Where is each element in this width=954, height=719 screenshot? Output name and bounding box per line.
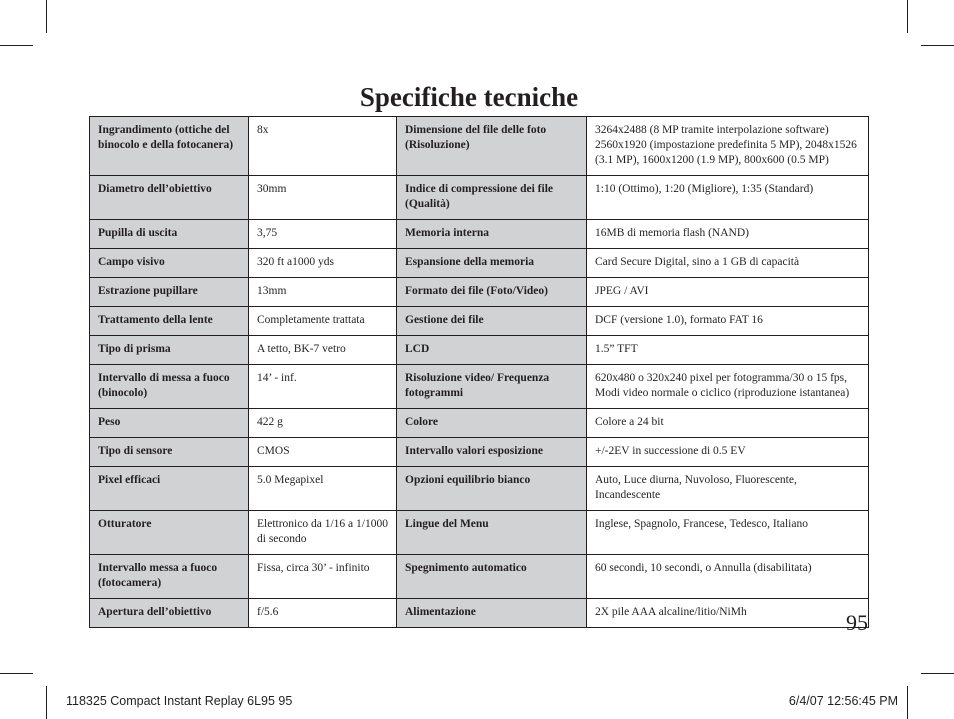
spec-label: Trattamento della lente	[90, 307, 249, 336]
table-row	[90, 438, 869, 467]
table-row	[90, 409, 869, 438]
table-row	[90, 249, 869, 278]
spec-label: Opzioni equilibrio bianco	[397, 467, 587, 511]
spec-label: Memoria interna	[397, 220, 587, 249]
spec-label: Intervallo di messa a fuoco (binocolo)	[90, 365, 249, 409]
spec-label: Diametro dell’obiettivo	[90, 176, 249, 220]
spec-label: Colore	[397, 409, 587, 438]
spec-label: Campo visivo	[90, 249, 249, 278]
spec-value: 1:10 (Ottimo), 1:20 (Migliore), 1:35 (Standard)	[587, 176, 869, 220]
spec-value: 16MB di memoria flash (NAND)	[587, 220, 869, 249]
spec-value: 60 secondi, 10 secondi, o Annulla (disabilitata)	[587, 555, 869, 599]
spec-label: Indice di compressione dei file (Qualità)	[397, 176, 587, 220]
spec-label: Apertura dell’obiettivo	[90, 599, 249, 628]
spec-value: 3,75	[249, 220, 397, 249]
crop-mark	[46, 686, 47, 719]
spec-value: f/5.6	[249, 599, 397, 628]
crop-mark	[907, 686, 908, 719]
table-row	[90, 278, 869, 307]
crop-mark	[921, 45, 954, 46]
crop-mark	[907, 0, 908, 33]
table-row	[90, 365, 869, 409]
spec-value: 620x480 o 320x240 pixel per fotogramma/30 o 15 fps, Modi video normale o ciclico (riproduzione istantanea)	[587, 365, 869, 409]
spec-value: Inglese, Spagnolo, Francese, Tedesco, Italiano	[587, 511, 869, 555]
spec-value: Fissa, circa 30’ - infinito	[249, 555, 397, 599]
crop-mark	[0, 673, 33, 674]
spec-label: Estrazione pupillare	[90, 278, 249, 307]
table-row	[90, 555, 869, 599]
spec-label: Alimentazione	[397, 599, 587, 628]
spec-label: Risoluzione video/ Frequenza fotogrammi	[397, 365, 587, 409]
specs-table	[89, 116, 869, 628]
table-row	[90, 117, 869, 176]
spec-label: Dimensione del file delle foto (Risoluzione)	[397, 117, 587, 176]
spec-label: Pixel efficaci	[90, 467, 249, 511]
table-row	[90, 467, 869, 511]
spec-value: +/-2EV in successione di 0.5 EV	[587, 438, 869, 467]
spec-value: 2X pile AAA alcaline/litio/NiMh	[587, 599, 869, 628]
spec-value: Colore a 24 bit	[587, 409, 869, 438]
spec-label: Peso	[90, 409, 249, 438]
spec-value: Completamente trattata	[249, 307, 397, 336]
spec-value: 14’ - inf.	[249, 365, 397, 409]
spec-label: Intervallo messa a fuoco (fotocamera)	[90, 555, 249, 599]
spec-label: Espansione della memoria	[397, 249, 587, 278]
table-row	[90, 511, 869, 555]
crop-mark	[921, 673, 954, 674]
page-title: Specifiche tecniche	[359, 82, 579, 112]
spec-label: Ingrandimento (ottiche del binocolo e della fotocanera)	[90, 117, 249, 176]
spec-value: 13mm	[249, 278, 397, 307]
spec-value: Elettronico da 1/16 a 1/1000 di secondo	[249, 511, 397, 555]
spec-label: Otturatore	[90, 511, 249, 555]
spec-label: Gestione dei file	[397, 307, 587, 336]
spec-value: 5.0 Megapixel	[249, 467, 397, 511]
table-row	[90, 336, 869, 365]
spec-value: 1.5” TFT	[587, 336, 869, 365]
table-row	[90, 220, 869, 249]
footer-right: 6/4/07 12:56:45 PM	[788, 694, 898, 708]
spec-value: DCF (versione 1.0), formato FAT 16	[587, 307, 869, 336]
spec-value: Card Secure Digital, sino a 1 GB di capacità	[587, 249, 869, 278]
spec-value: CMOS	[249, 438, 397, 467]
spec-value: A tetto, BK-7 vetro	[249, 336, 397, 365]
spec-value: Auto, Luce diurna, Nuvoloso, Fluorescente, Incandescente	[587, 467, 869, 511]
spec-label: LCD	[397, 336, 587, 365]
spec-label: Formato dei file (Foto/Video)	[397, 278, 587, 307]
page-number: 95	[846, 610, 868, 635]
table-row	[90, 307, 869, 336]
spec-value: 8x	[249, 117, 397, 176]
crop-mark	[46, 0, 47, 33]
specs-table-body	[90, 117, 869, 628]
spec-value: 30mm	[249, 176, 397, 220]
crop-mark	[0, 45, 33, 46]
spec-label: Lingue del Menu	[397, 511, 587, 555]
footer-left: 118325 Compact Instant Replay 6L95 95	[66, 694, 293, 708]
spec-label: Tipo di prisma	[90, 336, 249, 365]
table-row	[90, 176, 869, 220]
spec-value: 320 ft a1000 yds	[249, 249, 397, 278]
spec-label: Pupilla di uscita	[90, 220, 249, 249]
spec-label: Intervallo valori esposizione	[397, 438, 587, 467]
spec-label: Spegnimento automatico	[397, 555, 587, 599]
table-row	[90, 599, 869, 628]
spec-value: JPEG / AVI	[587, 278, 869, 307]
spec-label: Tipo di sensore	[90, 438, 249, 467]
spec-value: 3264x2488 (8 MP tramite interpolazione software) 2560x1920 (impostazione predefinita 5 MP), 2048x1526 (3.1 MP), 1600x1200 (1.9 MP), 800x600 (0.5 MP)	[587, 117, 869, 176]
spec-value: 422 g	[249, 409, 397, 438]
